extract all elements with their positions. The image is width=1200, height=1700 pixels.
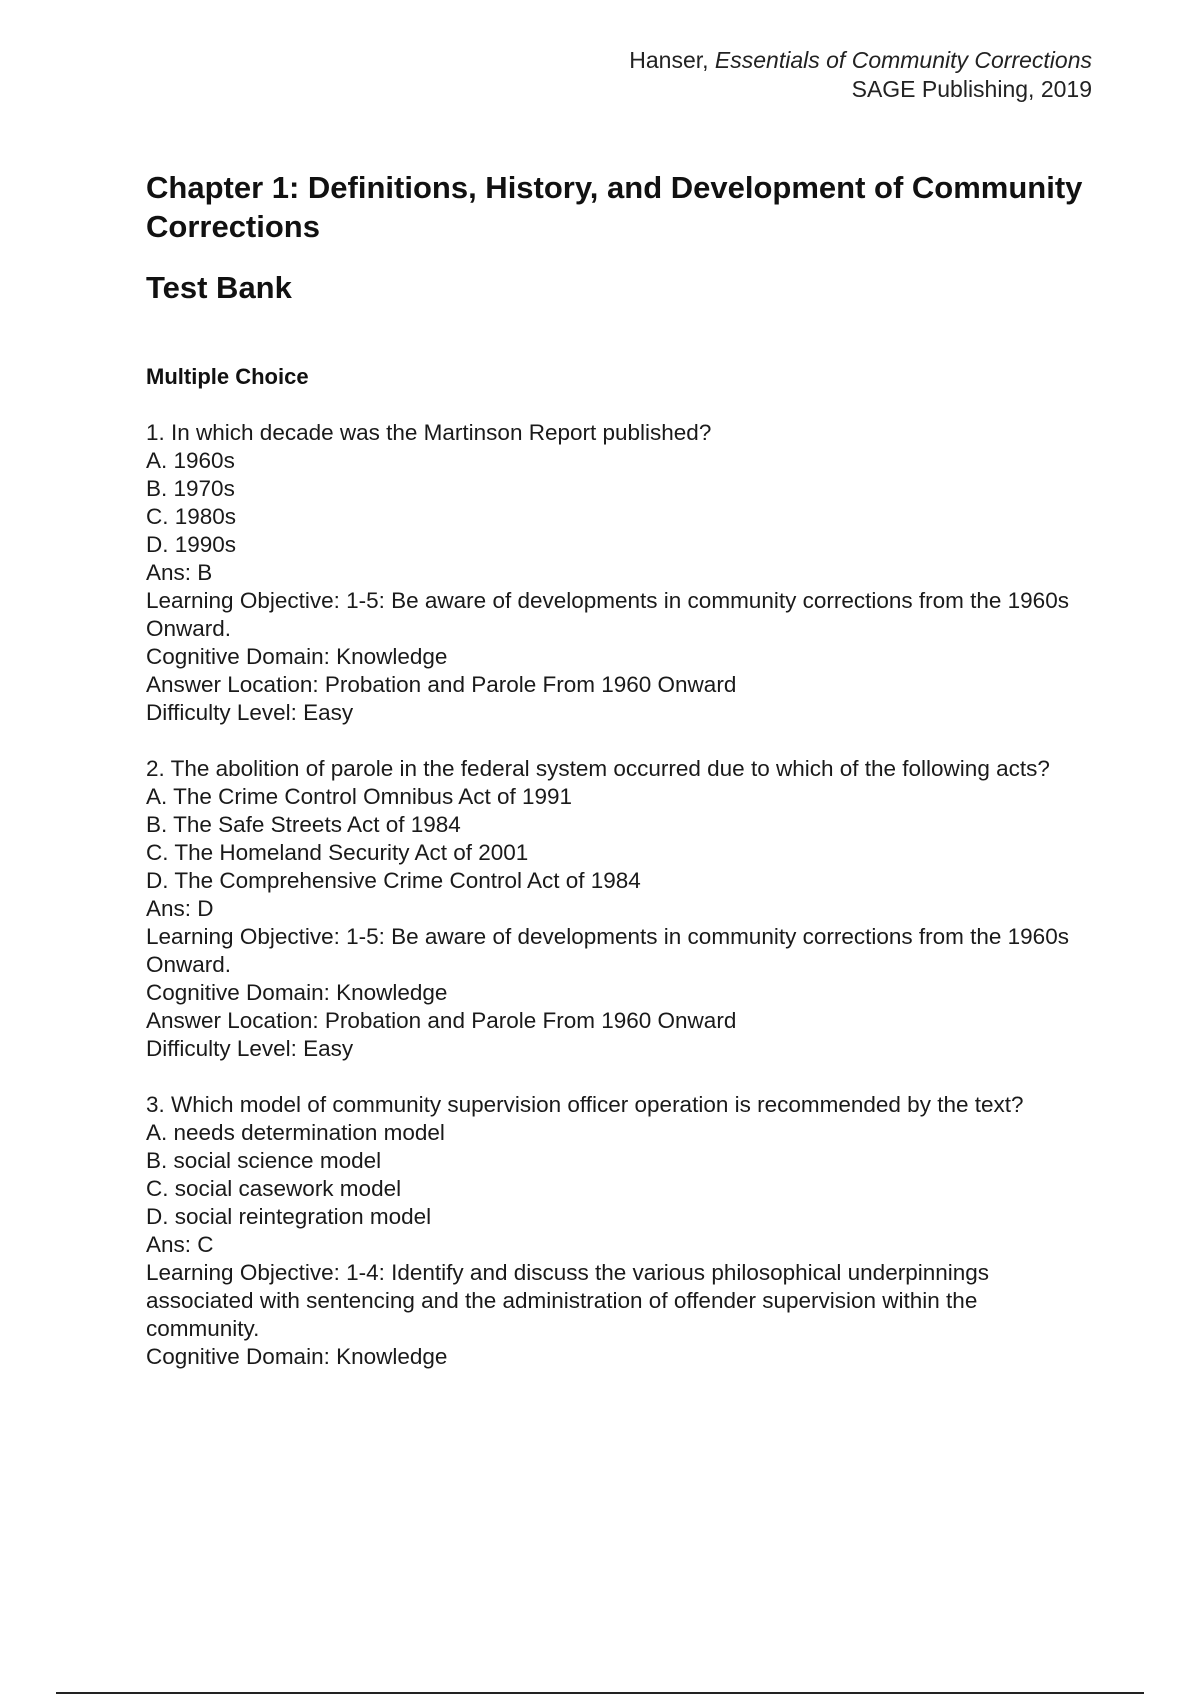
header-book-title: Essentials of Community Corrections xyxy=(714,47,1092,73)
learning-objective: Learning Objective: 1-5: Be aware of developments in community corrections from the 1960s Onward. xyxy=(146,588,1069,641)
correct-answer: Ans: B xyxy=(146,560,213,585)
answer-option: D. social reintegration model xyxy=(146,1204,432,1229)
cognitive-domain: Cognitive Domain: Knowledge xyxy=(146,1344,448,1369)
answer-option: B. social science model xyxy=(146,1148,382,1173)
answer-location: Answer Location: Probation and Parole From 1960 Onward xyxy=(146,1008,737,1033)
question-list xyxy=(146,419,1086,1371)
question-3 xyxy=(146,1091,1086,1371)
answer-option: B. The Safe Streets Act of 1984 xyxy=(146,812,461,837)
question-stem: 3. Which model of community supervision officer operation is recommended by the text? xyxy=(146,1092,1024,1117)
document-body xyxy=(146,168,1086,1399)
difficulty-level: Difficulty Level: Easy xyxy=(146,1036,354,1061)
answer-option: A. needs determination model xyxy=(146,1120,445,1145)
correct-answer: Ans: D xyxy=(146,896,214,921)
question-1 xyxy=(146,419,1086,727)
page-bottom-rule xyxy=(56,1692,1144,1694)
header-citation-line xyxy=(629,46,1092,75)
answer-option: B. 1970s xyxy=(146,476,235,501)
answer-option: D. The Comprehensive Crime Control Act of 1984 xyxy=(146,868,641,893)
learning-objective: Learning Objective: 1-5: Be aware of developments in community corrections from the 1960s Onward. xyxy=(146,924,1069,977)
header-author: Hanser, xyxy=(629,47,709,73)
chapter-title: Chapter 1: Definitions, History, and Development of Community Corrections xyxy=(146,170,1083,244)
question-stem: 1. In which decade was the Martinson Report published? xyxy=(146,420,712,445)
answer-option: D. 1990s xyxy=(146,532,237,557)
answer-option: C. The Homeland Security Act of 2001 xyxy=(146,840,529,865)
learning-objective: Learning Objective: 1-4: Identify and discuss the various philosophical underpinnings associated with sentencing and the administration of offender supervision within the community. xyxy=(146,1260,990,1341)
section-heading: Multiple Choice xyxy=(146,364,309,389)
cognitive-domain: Cognitive Domain: Knowledge xyxy=(146,644,448,669)
answer-option: A. 1960s xyxy=(146,448,235,473)
answer-location: Answer Location: Probation and Parole From 1960 Onward xyxy=(146,672,737,697)
answer-option: A. The Crime Control Omnibus Act of 1991 xyxy=(146,784,573,809)
question-stem: 2. The abolition of parole in the federal system occurred due to which of the following acts? xyxy=(146,756,1050,781)
cognitive-domain: Cognitive Domain: Knowledge xyxy=(146,980,448,1005)
correct-answer: Ans: C xyxy=(146,1232,214,1257)
question-2 xyxy=(146,755,1086,1063)
answer-option: C. 1980s xyxy=(146,504,237,529)
difficulty-level: Difficulty Level: Easy xyxy=(146,700,354,725)
answer-option: C. social casework model xyxy=(146,1176,402,1201)
document-subtitle: Test Bank xyxy=(146,270,292,305)
running-header xyxy=(629,46,1092,104)
header-publisher-line: SAGE Publishing, 2019 xyxy=(851,76,1092,102)
